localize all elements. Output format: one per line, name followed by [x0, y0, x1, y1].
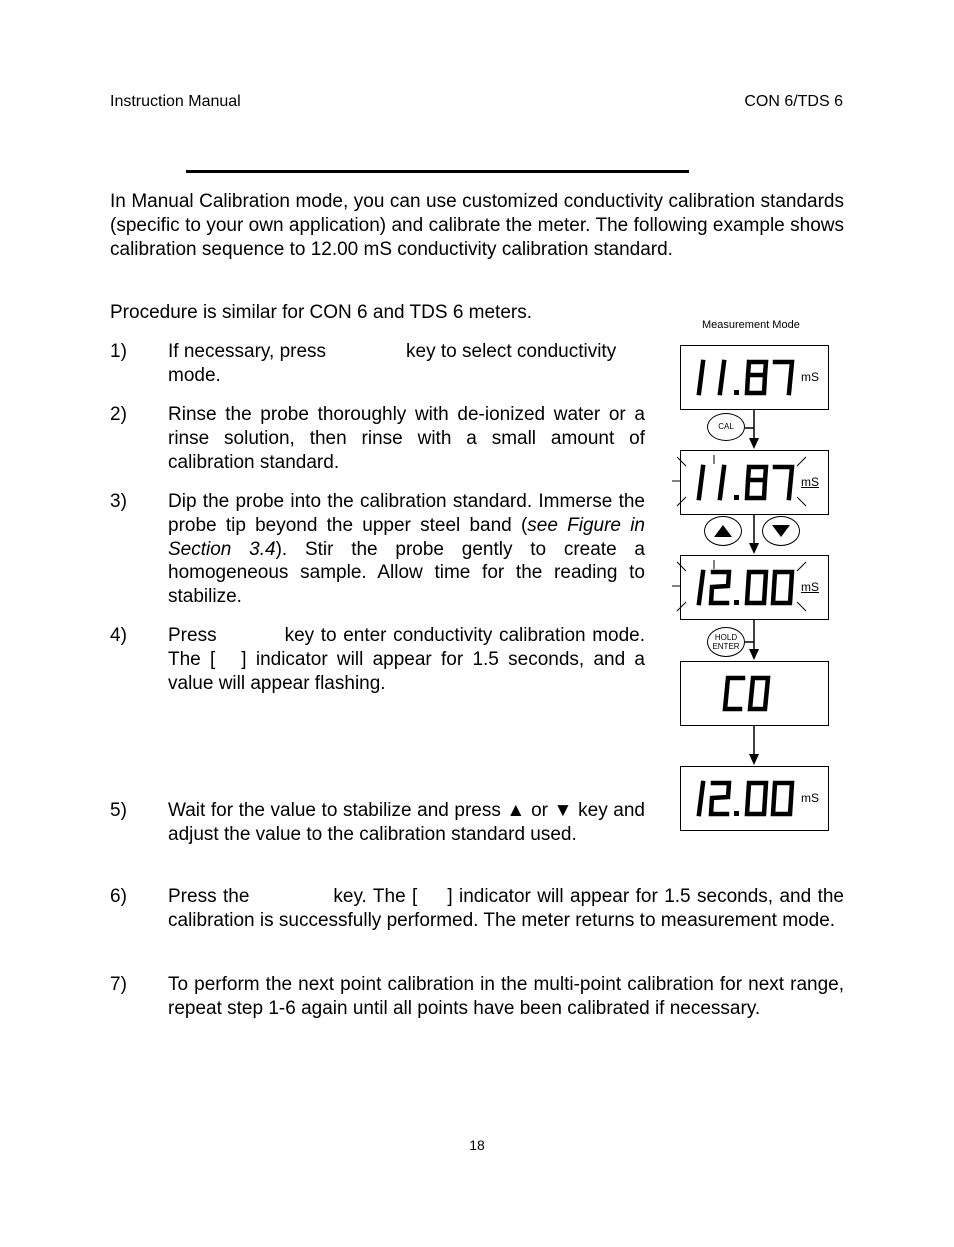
- cal-key-icon: CAL: [707, 413, 745, 441]
- step-number: 3): [110, 491, 127, 512]
- step-number: 6): [110, 886, 127, 907]
- step-number: 4): [110, 625, 127, 646]
- page-number: 18: [469, 1137, 485, 1153]
- lcd-display-flashing-1: [680, 450, 829, 515]
- up-arrow-key-icon: [704, 516, 742, 546]
- hold-enter-key-icon: HOLD ENTER: [707, 627, 745, 657]
- unit-label: mS: [801, 370, 819, 384]
- intro-note: Procedure is similar for CON 6 and TDS 6 meters.: [110, 302, 533, 323]
- step-number: 2): [110, 404, 127, 425]
- step-number: 1): [110, 341, 127, 362]
- header-right: CON 6/TDS 6: [744, 93, 843, 110]
- section-reference: see Figure in Section 3.4: [168, 514, 645, 560]
- section-title-rule: [186, 170, 689, 173]
- lcd-display-code: [680, 661, 829, 726]
- lcd-display-result: [680, 766, 829, 831]
- down-arrow-key-icon: [762, 516, 800, 546]
- header-left: Instruction Manual: [110, 93, 241, 110]
- unit-label: mS: [801, 580, 819, 594]
- unit-label: mS: [801, 475, 819, 489]
- lcd-display-measurement: [680, 345, 829, 410]
- figure-caption: Measurement Mode: [702, 319, 800, 331]
- intro-paragraph: In Manual Calibration mode, you can use customized conductivity calibration standards (specific to your own application) and calibrate the meter. The following example shows calibration sequence to 12.00 mS conductivity calibration standard.: [110, 191, 844, 260]
- step-number: 7): [110, 974, 127, 995]
- lcd-digits: [681, 662, 828, 725]
- step-number: 5): [110, 800, 127, 821]
- unit-label: mS: [801, 791, 819, 805]
- lcd-display-flashing-2: [680, 555, 829, 620]
